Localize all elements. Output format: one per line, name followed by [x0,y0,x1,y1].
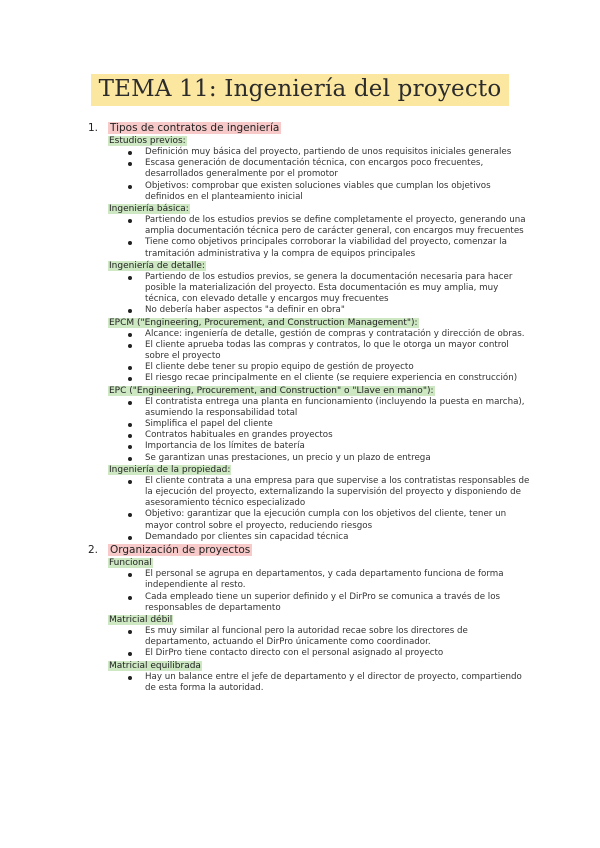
bullet-list [90,272,530,317]
subsection-heading [108,136,530,147]
subsection-label: Estudios previos: [109,136,186,146]
bullet-item: El cliente aprueba todas las compras y contratos, lo que le otorga un mayor control sobre el proyecto [145,340,530,362]
subsection-heading [108,558,530,569]
section-title: Tipos de contratos de ingeniería [110,122,280,134]
subsection-label: Matricial débil [109,614,173,625]
section-title: Organización de proyectos [110,544,251,557]
subsection-label: Matricial equilibrada [109,660,201,671]
page-title: TEMA 11: Ingeniería del proyecto [91,74,510,106]
bullet-item: Alcance: ingeniería de detalle, gestión de compras y contratación y dirección de obras. [145,329,530,340]
subsection-label: EPC ("Engineering, Procurement, and Construction" o "Llave en mano"): [109,385,434,396]
subsection-label: EPCM ("Engineering, Procurement, and Construction Management"): [109,317,418,328]
bullet-item: Demandado por clientes sin capacidad técnica [145,532,530,543]
section-heading [90,122,530,135]
bullet-item: Objetivos: comprobar que existen soluciones viables que cumplan los objetivos definidos en el planteamiento inicial [145,181,530,203]
section-heading [90,544,530,557]
bullet-item: El DirPro tiene contacto directo con el personal asignado al proyecto [145,648,530,659]
bullet-item: Se garantizan unas prestaciones, un precio y un plazo de entrega [145,453,530,464]
subsection-heading [108,661,530,672]
bullet-list [90,672,530,694]
subsection-label: Ingeniería básica: [109,204,189,215]
bullet-list [90,569,530,614]
bullet-item: No debería haber aspectos "a definir en obra" [145,305,530,316]
bullet-item: Importancia de los límites de batería [145,441,530,452]
subsection-label: Ingeniería de la propiedad: [109,464,231,475]
bullet-item: Partiendo de los estudios previos se define completamente el proyecto, generando una amplia documentación técnica pero de carácter general, con encargos muy frecuentes [145,215,530,237]
bullet-item: Cada empleado tiene un superior definido y el DirPro se comunica a través de los responsables de departamento [145,592,530,614]
bullet-list [90,215,530,260]
bullet-item: Escasa generación de documentación técnica, con encargos poco frecuentes, desarrollados generalmente por el promotor [145,158,530,180]
bullet-item: El contratista entrega una planta en funcionamiento (incluyendo la puesta en marcha), asumiendo la responsabilidad total [145,397,530,419]
subsection-heading [108,386,530,397]
subsection-label: Ingeniería de detalle: [109,260,205,271]
section-number: 2. [88,544,99,557]
bullet-list [90,147,530,203]
subsection-label: Funcional [109,558,152,569]
bullet-item: El cliente contrata a una empresa para que supervise a los contratistas responsables de la ejecución del proyecto, externalizando la supervisión del proyecto y disponiendo de asesoramiento técnico especializado [145,475,530,509]
bullet-item: Contratos habituales en grandes proyectos [145,430,530,441]
title-wrap [0,74,600,106]
subsection-heading [108,615,530,626]
bullet-item: Definición muy básica del proyecto, partiendo de unos requisitos iniciales generales [145,147,530,158]
document-content [90,122,530,694]
bullet-item: El cliente debe tener su propio equipo de gestión de proyecto [145,362,530,373]
subsection-heading [108,204,530,215]
bullet-list [90,476,530,543]
bullet-item: Es muy similar al funcional pero la autoridad recae sobre los directores de departamento, actuando el DirPro únicamente como coordinador. [145,626,530,648]
bullet-list [90,626,530,660]
bullet-item: El personal se agrupa en departamentos, y cada departamento funciona de forma independiente al resto. [145,569,530,591]
subsection-heading [108,465,530,476]
bullet-item: Partiendo de los estudios previos, se genera la documentación necesaria para hacer posible la materialización del proyecto. Esta documentación es muy amplia, muy técnica, con elevado detalle y encargos muy frecuentes [145,272,530,306]
bullet-list [90,329,530,385]
bullet-item: Hay un balance entre el jefe de departamento y el director de proyecto, compartiendo de esta forma la autoridad. [145,672,530,694]
subsection-heading [108,261,530,272]
bullet-item: El riesgo recae principalmente en el cliente (se requiere experiencia en construcción) [145,373,530,384]
bullet-list [90,397,530,464]
bullet-item: Tiene como objetivos principales corroborar la viabilidad del proyecto, comenzar la tramitación administrativa y la compra de equipos principales [145,237,530,259]
bullet-item: Simplifica el papel del cliente [145,419,530,430]
section-number: 1. [88,122,99,134]
bullet-item: Objetivo: garantizar que la ejecución cumpla con los objetivos del cliente, tener un mayor control sobre el proyecto, reduciendo riesgos [145,509,530,531]
subsection-heading [108,318,530,329]
